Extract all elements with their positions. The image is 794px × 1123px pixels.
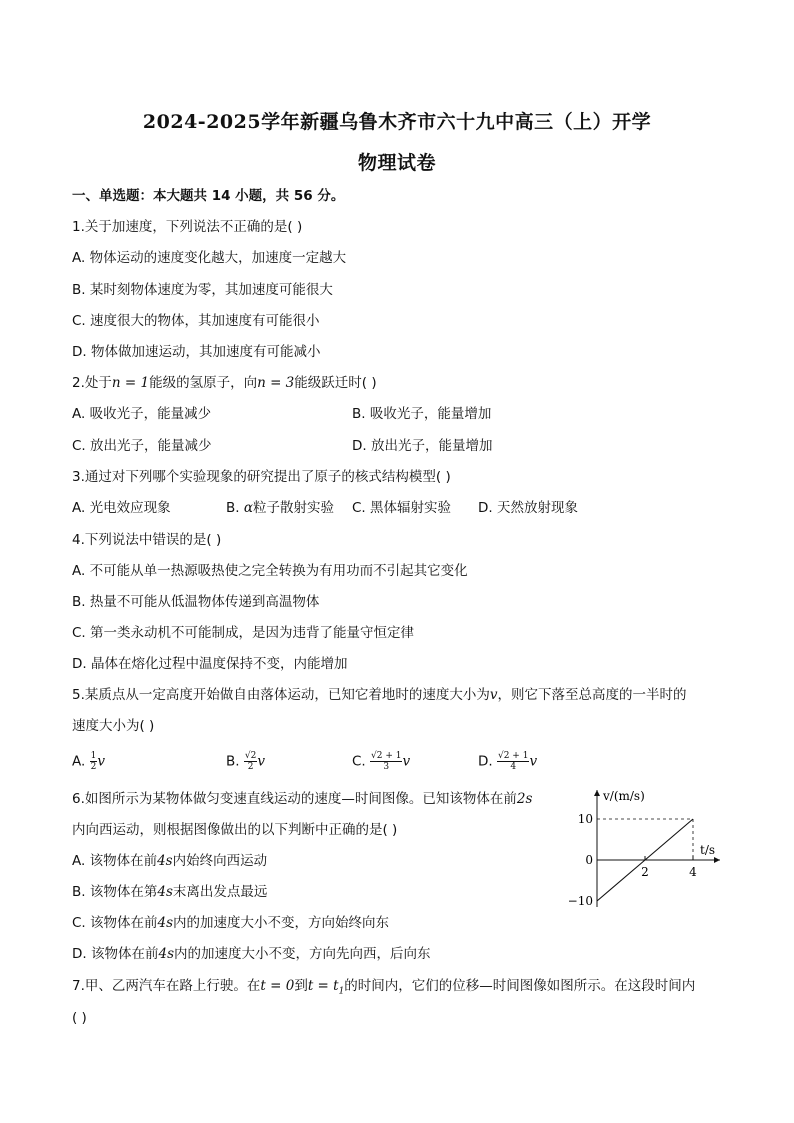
- q2-option-b: B. 吸收光子，能量增加: [352, 406, 492, 422]
- q3-option-b-text: 粒子散射实验: [252, 500, 334, 516]
- q4-option-a: A. 不可能从单一热源吸热使之完全转换为有用功而不引起其它变化: [72, 563, 468, 579]
- q2-stem: [72, 374, 377, 392]
- q5-a-v: v: [97, 753, 105, 770]
- q2-n1: n = 1: [111, 375, 150, 391]
- q6-b-pre: B. 该物体在第: [72, 884, 158, 900]
- y-tick-label-neg10: −10: [567, 894, 593, 908]
- q1-option-d: D. 物体做加速运动，其加速度有可能减小: [72, 344, 321, 360]
- q5-stem-pre: 5.某质点从一定高度开始做自由落体运动，已知它着地时的速度大小为: [72, 687, 490, 703]
- q2-n3: n = 3: [257, 375, 295, 391]
- q5-b-v: v: [257, 753, 265, 770]
- y-tick-label-0: 0: [585, 853, 593, 867]
- q5-a-num: 1: [90, 751, 97, 761]
- q1-option-a: A. 物体运动的速度变化越大，加速度一定越大: [72, 250, 347, 266]
- q6-b-t: 4s: [157, 884, 173, 900]
- q6-d-pre: D. 该物体在前: [72, 946, 159, 962]
- q5-option-b-fraction: [244, 751, 257, 772]
- q5-a-den: 2: [90, 762, 97, 772]
- q6-d-t: 4s: [158, 946, 175, 962]
- y-tick-label-10: 10: [577, 812, 593, 826]
- q6-a-t: 4s: [157, 853, 173, 869]
- q4-option-d: D. 晶体在熔化过程中温度保持不变，内能增加: [72, 656, 348, 672]
- q7-stem: [72, 977, 695, 1001]
- q7-stem-post: 的时间内，它们的位移—时间图像如图所示。在这段时间内: [344, 978, 696, 994]
- q3-option-d: D. 天然放射现象: [478, 500, 578, 516]
- q4-option-b: B. 热量不可能从低温物体传递到高温物体: [72, 594, 320, 610]
- q5-stem: [72, 686, 687, 704]
- q5-option-a-label: A.: [72, 753, 86, 770]
- q5-v: v: [489, 687, 498, 703]
- q6-b-post: 末离出发点最远: [172, 884, 268, 900]
- q5-option-c-label: C.: [352, 753, 366, 770]
- q7-paren: ( ): [72, 1010, 87, 1026]
- x-axis-label: t/s: [700, 843, 716, 857]
- q2-option-d: D. 放出光子，能量增加: [352, 438, 493, 454]
- q5-option-c-fraction: [370, 751, 402, 772]
- q6-d-post: 内的加速度大小不变，方向先向西，后向东: [174, 946, 431, 962]
- q6-option-a: [72, 852, 267, 870]
- q5-d-den: 4: [510, 762, 517, 772]
- q1-option-b: B. 某时刻物体速度为零，其加速度可能很大: [72, 282, 333, 298]
- section-header: 一、单选题：本大题共 14 小题，共 56 分。: [72, 188, 345, 204]
- q6-option-b: [72, 883, 267, 901]
- q5-c-den: 3: [383, 762, 390, 772]
- q6-option-c: [72, 914, 389, 932]
- q6-stem-pre: 6.如图所示为某物体做匀变速直线运动的速度—时间图像。已知该物体在前: [72, 791, 517, 807]
- q7-stem-pre: 7.甲、乙两汽车在路上行驶。在: [72, 978, 261, 994]
- q3-option-b: [226, 499, 334, 517]
- q2-stem-mid: 能级的氢原子，向: [149, 375, 258, 391]
- q5-option-c: [352, 751, 410, 772]
- paper-title-line2: 物理试卷: [357, 152, 436, 174]
- q5-c-num: √2 + 1: [371, 751, 402, 761]
- q5-c-v: v: [402, 753, 411, 770]
- paper-title-line1: 2024-2025学年新疆乌鲁木齐市六十九中高三（上）开学: [142, 111, 652, 133]
- q4-option-c: C. 第一类永动机不可能制成，是因为违背了能量守恒定律: [72, 625, 415, 641]
- q6-c-pre: C. 该物体在前: [72, 915, 158, 931]
- q6-c-t: 4s: [157, 915, 174, 931]
- q5-option-d-label: D.: [478, 753, 493, 770]
- q3-stem: 3.通过对下列哪个实验现象的研究提出了原子的核式结构模型( ): [72, 469, 451, 485]
- q3-option-c: C. 黑体辐射实验: [352, 500, 452, 516]
- y-axis-label: v/(m/s): [603, 789, 645, 803]
- q7-stem-mid: 到: [294, 978, 308, 994]
- q5-b-num: √2: [244, 751, 257, 761]
- x-tick-label-4: 4: [689, 865, 697, 879]
- q3-alpha: α: [243, 500, 253, 516]
- q5-option-d: [478, 751, 537, 772]
- q6-stem-line2: 内向西运动，则根据图像做出的以下判断中正确的是( ): [72, 822, 398, 838]
- x-tick-label-2: 2: [641, 865, 649, 879]
- q5-option-b-label: B.: [226, 753, 240, 770]
- q4-stem: 4.下列说法中错误的是( ): [72, 532, 222, 548]
- q2-option-c: C. 放出光子，能量减少: [72, 438, 212, 454]
- q2-stem-pre: 2.处于: [72, 375, 112, 391]
- q1-option-c: C. 速度很大的物体，其加速度有可能很小: [72, 313, 320, 329]
- q5-option-a: [72, 751, 105, 772]
- velocity-time-chart: [560, 782, 730, 922]
- q6-a-pre: A. 该物体在前: [72, 853, 158, 869]
- q5-stem-line2: 速度大小为( ): [72, 718, 155, 734]
- q3-option-a: A. 光电效应现象: [72, 500, 171, 516]
- q5-option-d-fraction: [497, 751, 529, 772]
- q2-stem-post: 能级跃迁时( ): [294, 375, 377, 391]
- q6-option-d: [72, 945, 431, 963]
- q6-stem: [72, 790, 532, 808]
- q5-stem-post: ，则它下落至总高度的一半时的: [497, 687, 687, 703]
- q3-option-b-label: B.: [226, 500, 244, 516]
- q7-t1: t = t: [307, 978, 339, 994]
- q7-t0: t = 0: [260, 978, 295, 994]
- q6-c-post: 内的加速度大小不变，方向始终向东: [173, 915, 390, 931]
- q6-a-post: 内始终向西运动: [172, 853, 268, 869]
- q7-t1-subscript: 1: [338, 986, 345, 997]
- q5-d-num: √2 + 1: [497, 751, 529, 761]
- q1-stem: 1.关于加速度，下列说法不正确的是( ): [72, 219, 303, 235]
- q5-d-v: v: [529, 753, 538, 770]
- q6-t2: 2s: [516, 791, 533, 807]
- q5-option-b: [226, 751, 265, 772]
- q5-b-den: 2: [247, 762, 254, 772]
- q2-option-a: A. 吸收光子，能量减少: [72, 406, 212, 422]
